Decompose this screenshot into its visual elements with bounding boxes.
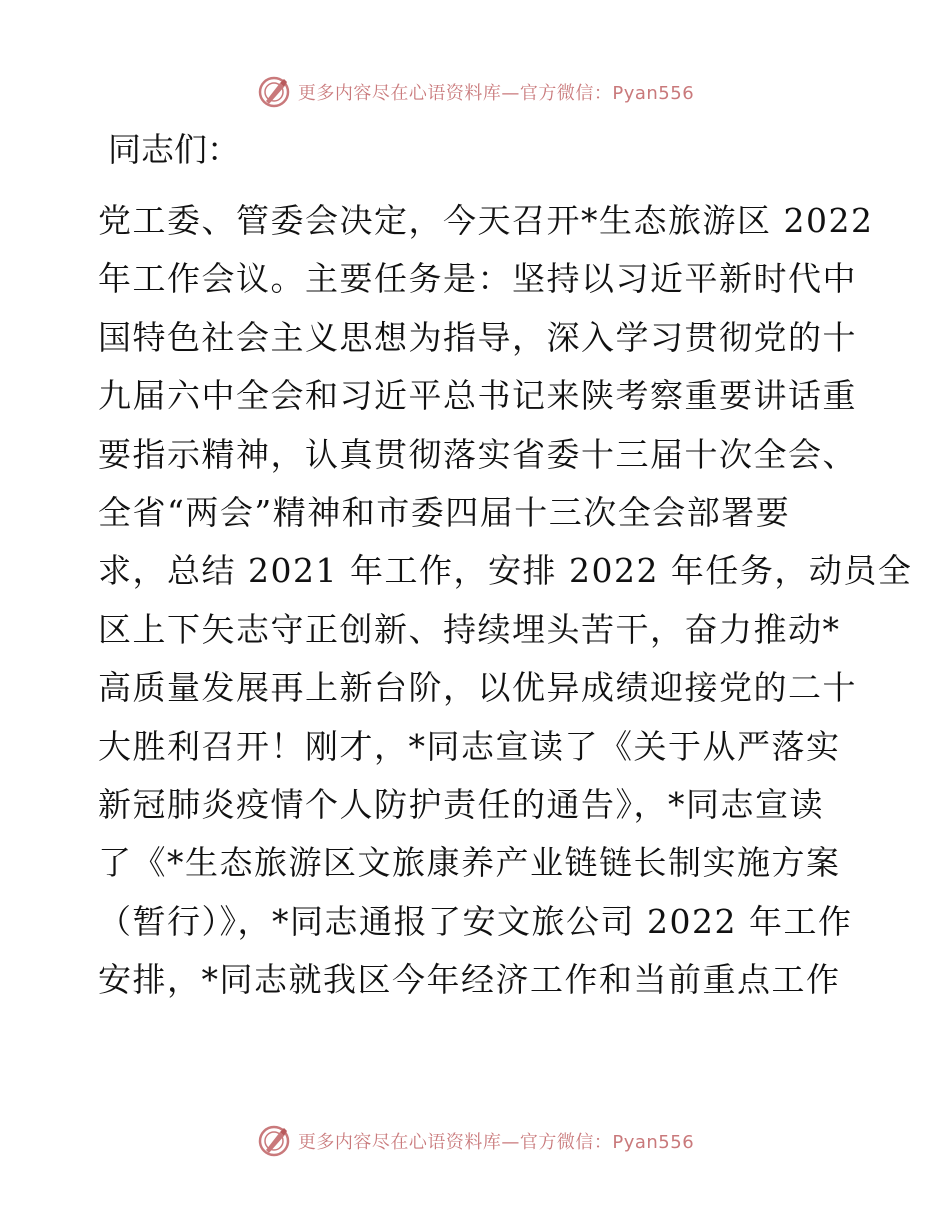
paragraph-line: 大胜利召开！刚才，*同志宣读了《关于从严落实 bbox=[98, 726, 841, 766]
greeting: 同志们： bbox=[108, 130, 240, 169]
watermark-text: 更多内容尽在心语资料库—官方微信：Pyan556 bbox=[297, 83, 695, 104]
paragraph-line: 全省“两会”精神和市委四届十三次全会部署要 bbox=[98, 492, 791, 532]
paragraph-line: 九届六中全会和习近平总书记来陕考察重要讲话重 bbox=[98, 376, 857, 416]
paragraph-line: 年工作会议。主要任务是：坚持以习近平新时代中 bbox=[98, 259, 857, 299]
paragraph-line: 安排，*同志就我区今年经济工作和当前重点工作 bbox=[98, 960, 841, 1000]
body-paragraph bbox=[98, 192, 913, 1009]
footer-watermark bbox=[0, 1121, 950, 1161]
paragraph-line: 国特色社会主义思想为指导，深入学习贯彻党的十 bbox=[98, 317, 857, 357]
pen-nib-logo-icon bbox=[256, 74, 292, 110]
watermark-text: 更多内容尽在心语资料库—官方微信：Pyan556 bbox=[297, 1132, 695, 1153]
paragraph-line: 高质量发展再上新台阶，以优异成绩迎接党的二十 bbox=[98, 668, 857, 708]
paragraph-line: 党工委、管委会决定，今天召开*生态旅游区 2022 bbox=[98, 201, 874, 240]
paragraph-line: 了《*生态旅游区文旅康养产业链链长制实施方案 bbox=[98, 843, 841, 883]
paragraph-line: （暂行）》，*同志通报了安文旅公司 2022 年工作 bbox=[98, 901, 853, 941]
paragraph-line: 求，总结 2021 年工作，安排 2022 年任务，动员全 bbox=[98, 551, 913, 591]
pen-nib-logo-icon bbox=[256, 1123, 292, 1159]
header-watermark bbox=[0, 72, 950, 112]
paragraph-line: 要指示精神，认真贯彻落实省委十三届十次全会、 bbox=[98, 434, 857, 474]
paragraph-line: 区上下矢志守正创新、持续埋头苦干，奋力推动* bbox=[98, 609, 841, 649]
paragraph-line: 新冠肺炎疫情个人防护责任的通告》，*同志宣读 bbox=[98, 784, 824, 824]
